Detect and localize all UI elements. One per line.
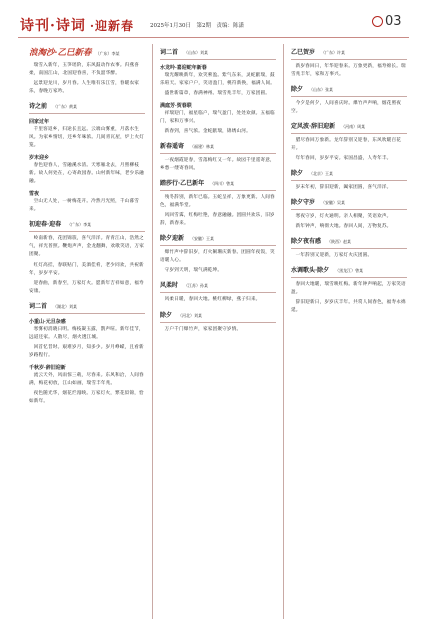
poem-text: 回首忆昔时。艰难岁月，知多少。岁月峥嵘，且看新岁路程行。 bbox=[29, 344, 144, 358]
masthead bbox=[20, 15, 134, 35]
heading-text: 回家过年 bbox=[29, 119, 50, 126]
author-byline: （北京）王某 bbox=[309, 171, 334, 177]
poem-text: 空山无人处，一树梅花开。冷然月光照，千山暮雪来。 bbox=[29, 199, 140, 213]
poem-title bbox=[160, 64, 276, 71]
author-byline: （广东）黄某 bbox=[53, 104, 78, 110]
page-header bbox=[0, 0, 427, 40]
author-byline: （山东）刘某 bbox=[184, 50, 209, 55]
heading-text: 风柔时 bbox=[160, 282, 179, 290]
section-heading bbox=[29, 98, 145, 114]
heading-text: 千秋岁·辞旧迎新 bbox=[29, 364, 66, 371]
section-heading bbox=[291, 44, 407, 60]
section-heading bbox=[160, 138, 276, 154]
poem-text: 瑞光耀映新年，欢笑萦盈。紫气东来，灵蛇献瑞，鼓乐喧天。家家户户，笑语盈门，桃符新换，福满人间。 bbox=[160, 73, 276, 87]
poem-text: 年年春回，岁岁平安。家国昌盛，人寿年丰。 bbox=[295, 156, 392, 162]
heading-text: 水调歌头·除夕 bbox=[291, 267, 330, 275]
column-2 bbox=[153, 44, 284, 619]
section-heading bbox=[160, 230, 276, 246]
section-heading bbox=[291, 233, 407, 249]
section-heading bbox=[160, 175, 276, 191]
author-byline: （黑龙江）曾某 bbox=[335, 268, 364, 274]
author-byline: （广东）李某 bbox=[67, 222, 92, 228]
author-byline: （四川）曾某 bbox=[210, 181, 235, 187]
author-byline: （河南）周某 bbox=[341, 124, 366, 130]
heading-text: 词二首 bbox=[29, 302, 48, 310]
author-byline: （山东）张某 bbox=[309, 87, 334, 93]
issue-date: 2025年1月30日 第2期 责编：陈潇 bbox=[150, 23, 244, 29]
heading-text: 岁末迎乡 bbox=[29, 155, 50, 162]
poem-text: 迎春曲，新春至，万家灯火。愿新年吉祥如意，福寿安康。 bbox=[29, 280, 144, 294]
section-heading bbox=[291, 194, 407, 210]
heading-text: 踏莎行·乙巳新年 bbox=[160, 180, 205, 188]
poem-text: 盛世新篇章，春满神州。瑞雪兆丰年，万家团圆。 bbox=[164, 91, 271, 97]
page-circle-icon bbox=[372, 16, 383, 27]
featured-poem-title bbox=[29, 48, 145, 59]
poem-text: 夜色随光华，烟花烂漫映。万家灯火，繁花似锦，恰如新年。 bbox=[29, 390, 144, 404]
column-1 bbox=[22, 44, 153, 619]
heading-text: 小重山·元旦杂感 bbox=[29, 318, 66, 325]
heading-text: 除夕 bbox=[160, 311, 173, 319]
section-heading bbox=[291, 165, 407, 181]
poem-text: 新年钟声，响彻大地。春回人间，万物复苏。 bbox=[295, 224, 392, 230]
page-number: 03 bbox=[385, 14, 402, 29]
heading-text: 诗之前 bbox=[29, 103, 48, 111]
poem-text: 春色迎春人，雪融溪水清。天寒雁北去，月照柳枝新。故人何处在，心寄故园春。山村新年味，老少乐融融。 bbox=[29, 163, 145, 185]
section-heading bbox=[160, 44, 276, 60]
heading-text: 新春遥寄 bbox=[160, 143, 185, 151]
section-heading bbox=[29, 298, 145, 314]
heading-text: 浪淘沙·乙巳新春 bbox=[29, 48, 92, 58]
heading-text: 定风波·辞旧迎新 bbox=[291, 123, 336, 131]
poem-text: 祥瑞迎门，福星临户，瑞气盈门，处处欢颜。五福临门，家和万事兴。 bbox=[160, 111, 275, 125]
section-heading bbox=[291, 118, 407, 134]
poem-text: 红灯高挂，春联贴门，美酒佳肴，老少同欢，共祝新年，岁岁平安。 bbox=[29, 262, 144, 276]
heading-text: 除夕迎新 bbox=[160, 235, 185, 243]
author-byline: （广东）李某 bbox=[95, 51, 120, 56]
section-heading bbox=[291, 81, 407, 97]
author-byline: （安徽）吴某 bbox=[321, 200, 346, 206]
poem-text: 一年辞别又迎新，万家灯火庆团圆。 bbox=[295, 253, 373, 259]
poem-text: 辞旧迎新日，岁岁庆丰年。共赏人间春色，福寿永绵延。 bbox=[291, 300, 406, 314]
poem-text: 寒雾初消晓日明。梅枝凝玉露，鹊声喧。新年佳节，远道还家。人散尽，烟火透江城。 bbox=[29, 326, 144, 340]
column-3 bbox=[284, 44, 414, 619]
heading-text: 满庭芳·贺春联 bbox=[160, 103, 192, 110]
poem-text: 爆竹声中辞旧岁，灯火阑珊庆新春。团圆年夜饭，笑语暖人心。 bbox=[160, 250, 275, 264]
poem-text: 新春到，喜气浓。金蛇献瑞，锦绣山河。 bbox=[164, 129, 251, 135]
heading-text: 除夕 bbox=[291, 170, 304, 178]
poem-text: 风回雪霁，红梅吐艳，春意融融。团圆共欢乐，旧岁辞，新春来。 bbox=[160, 213, 275, 227]
section-heading bbox=[291, 262, 407, 278]
section-heading bbox=[160, 307, 276, 323]
poem-text: 寒夜守岁，灯火通明。亲人相聚，笑语欢声。 bbox=[295, 214, 392, 220]
section-heading bbox=[160, 277, 276, 293]
header-divider bbox=[18, 37, 409, 38]
masthead-subtitle: ·迎新春 bbox=[89, 19, 135, 33]
heading-text: 除夕 bbox=[291, 86, 304, 94]
poem-text: 腊尽春回万象新。龙年辞别又迎春，东风吹暖百花开。 bbox=[291, 138, 402, 152]
poem-title bbox=[160, 102, 276, 109]
poem-text: 流云天外，风雨惊三载，尽春来。东风和洽，人间春满，梅花初放，江山如画，瑞雪丰年兆。 bbox=[29, 372, 144, 386]
poem-text: 一夜烟霞迎春，雪落梅红又一年。故园千里遥寄意，乡愁一缕寄春风。 bbox=[160, 158, 275, 172]
section-heading bbox=[29, 216, 145, 232]
author-byline: （江苏）孙某 bbox=[184, 283, 209, 289]
poem-text: 新岁春回日，年华迎春来。万象更新，福寿绵长。瑞雪兆丰年，家和万事兴。 bbox=[291, 64, 406, 78]
poem-title bbox=[29, 364, 145, 371]
heading-text: 词二首 bbox=[160, 49, 179, 56]
author-byline: （陕西）赵某 bbox=[327, 239, 352, 245]
poem-text: 瑞雪入新年，玉笋瑶阶，东风鼓动作农事。归燕喜柔，南国江山，北国迎春喜，不负韶华醉。 bbox=[29, 63, 140, 77]
heading-text: 除夕夜有感 bbox=[291, 238, 322, 246]
poem-title bbox=[29, 190, 145, 197]
poem-text: 岭南新春，花团锦簇，喜气洋洋。青青江山，浩然之气，祥光普照。鞭炮声声，金龙翻舞，欢歌笑语，万家团聚。 bbox=[29, 236, 145, 258]
poem-text: 春回大地暖，瑞雪映红梅。新年钟声响起，万家笑语盈。 bbox=[291, 282, 406, 296]
poem-text: 万户千门爆竹声，家家团聚守岁情。 bbox=[164, 326, 242, 332]
poem-text: 风柔日暖，春回大地。桃红柳绿，燕子归来。 bbox=[164, 297, 261, 303]
author-byline: （湖北）刘某 bbox=[53, 303, 78, 309]
poem-text: 远景迎龙川，岁月春。人生唯有乐江雪，春暖农家乐，春晚万家吟。 bbox=[29, 81, 140, 95]
heading-text: 雪夜 bbox=[29, 191, 40, 198]
author-byline: （河北）刘某 bbox=[178, 312, 203, 318]
heading-text: 乙巳贺岁 bbox=[291, 49, 316, 56]
author-byline: （福建）林某 bbox=[190, 144, 215, 150]
author-byline: （广东）许某 bbox=[321, 50, 346, 55]
article-columns bbox=[22, 44, 414, 619]
poem-title bbox=[29, 154, 145, 161]
masthead-title: 诗刊·诗词 bbox=[20, 18, 86, 34]
poem-text: 岁末年初，辞旧迎新，阖家团圆，喜气洋洋。 bbox=[295, 185, 392, 191]
heading-text: 初迎春·迎春 bbox=[29, 221, 62, 229]
poem-title bbox=[29, 318, 145, 325]
heading-text: 水龙吟·喜迎蛇年新春 bbox=[160, 65, 207, 71]
author-byline: （安徽）王某 bbox=[190, 236, 215, 242]
poem-text: 守岁到天明，瑞气满乾坤。 bbox=[164, 268, 223, 274]
poem-text: 残冬辞别，新年已临。玉蛇呈祥，万象更新。人间春色，福满华堂。 bbox=[160, 195, 275, 209]
poem-title bbox=[29, 118, 145, 125]
heading-text: 除夕守岁 bbox=[291, 199, 316, 207]
poem-text: 今夕是何夕，人间喜庆时。爆竹声声响，烟花照夜空。 bbox=[291, 101, 402, 115]
poem-text: 千里客返乡，归途长且远。云端山雾重，月落水生风。为家乡情切，还乡年味浓。几间青瓦屋，炉上火灯笼。 bbox=[29, 127, 145, 149]
